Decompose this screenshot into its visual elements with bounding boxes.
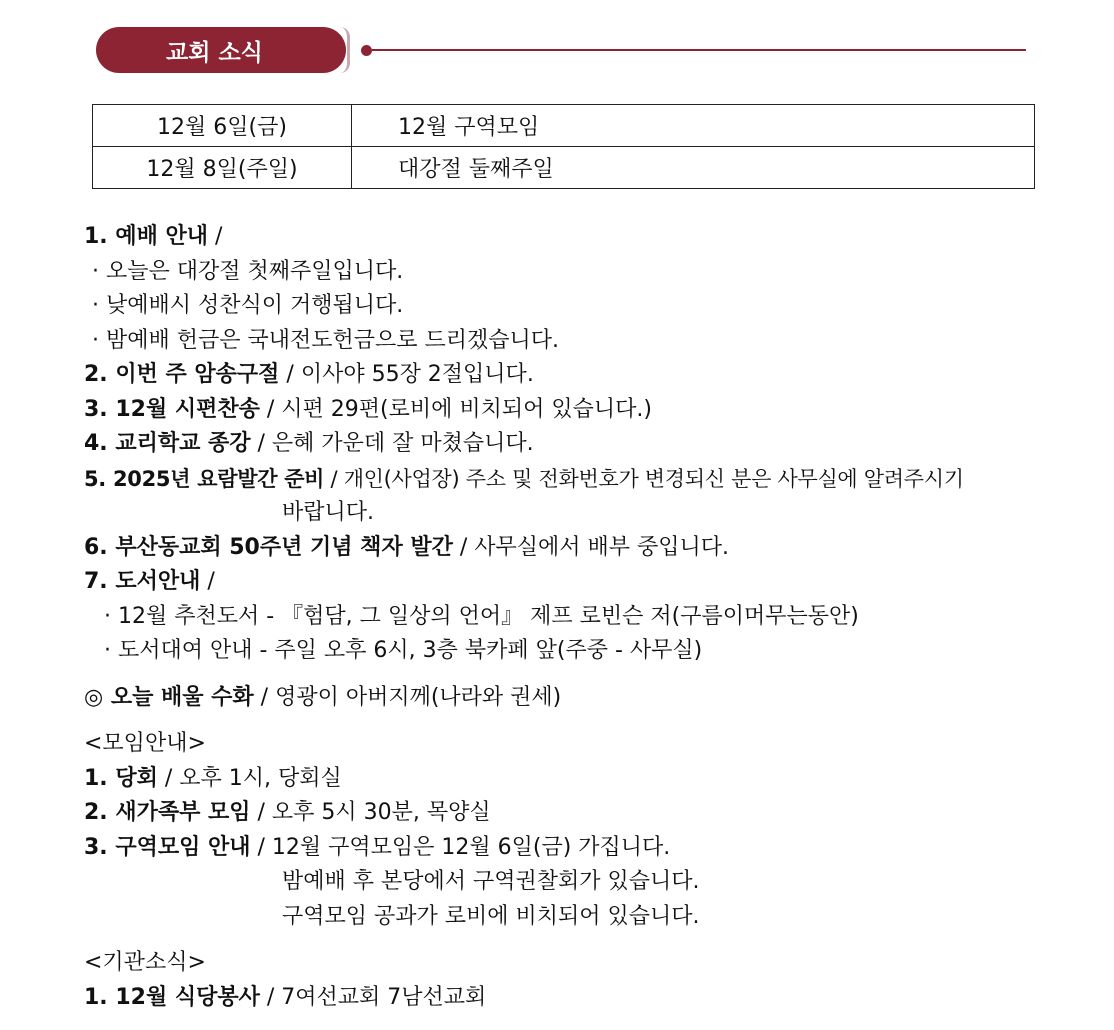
meeting-title: 1. 당회 — [84, 765, 158, 791]
list-item: · 낮예배시 성찬식이 거행됩니다. — [92, 293, 404, 318]
schedule-event: 12월 구역모임 — [352, 105, 1035, 147]
schedule-table — [92, 104, 1035, 189]
meeting-title: 3. 구역모임 안내 — [84, 834, 251, 860]
meeting-item-2 — [84, 796, 1040, 831]
news-item-3 — [84, 393, 1040, 428]
news-item-title: 1. 예배 안내 — [84, 224, 208, 249]
header-rule — [372, 49, 1026, 51]
meetings-heading: <모임안내> — [84, 731, 206, 756]
meeting-title: 2. 새가족부 모임 — [84, 800, 251, 825]
news-item-title: 6. 부산동교회 50주년 기념 책자 발간 — [84, 534, 453, 560]
news-item-text: / — [208, 224, 223, 249]
news-item-title: 4. 교리학교 종강 — [84, 431, 251, 456]
org-text: / 7여선교회 7남선교회 — [259, 984, 487, 1010]
table-row — [93, 147, 1035, 189]
news-item-4 — [84, 427, 1040, 462]
hymn-line — [84, 681, 1040, 716]
meeting-item-3 — [84, 831, 1040, 866]
news-item-text: / 은혜 가운데 잘 마쳤습니다. — [250, 431, 534, 456]
section-title: 교회 소식 — [96, 27, 346, 73]
meeting-text: / 12월 구역모임은 12월 6일(금) 가집니다. — [250, 834, 671, 860]
news-item-text: / 시편 29편(로비에 비치되어 있습니다.) — [259, 396, 652, 422]
meeting-item-3-line: 밤예배 후 본당에서 구역권찰회가 있습니다. — [282, 869, 700, 894]
section-header — [96, 27, 1026, 73]
news-item-1 — [84, 220, 1040, 255]
meeting-item-1 — [84, 762, 1040, 797]
news-item-text: / 사무실에서 배부 중입니다. — [452, 534, 730, 560]
news-item-text: / 이사야 55장 2절입니다. — [279, 362, 534, 387]
news-item-7 — [84, 565, 1040, 600]
hymn-text: / 영광이 아버지께(나라와 권세) — [253, 684, 562, 710]
meeting-text: / 오후 1시, 당회실 — [157, 765, 342, 791]
org-title: 1. 12월 식당봉사 — [84, 984, 260, 1010]
news-item-5-continued: 바랍니다. — [282, 500, 375, 525]
pill-edge — [340, 27, 350, 73]
orgs-heading: <기관소식> — [84, 950, 206, 975]
news-item-5 — [84, 462, 1040, 497]
news-item-title: 5. 2025년 요람발간 준비 — [84, 466, 325, 491]
news-item-title: 3. 12월 시편찬송 — [84, 396, 260, 422]
org-item-1 — [84, 981, 1040, 1016]
news-item-text: / — [200, 569, 215, 594]
news-item-title: 7. 도서안내 — [84, 569, 201, 594]
news-item-text: / 개인(사업장) 주소 및 전화번호가 변경되신 분은 사무실에 알려주시기 — [324, 466, 964, 491]
list-item: · 오늘은 대강절 첫째주일입니다. — [92, 258, 404, 284]
list-item: · 밤예배 헌금은 국내전도헌금으로 드리겠습니다. — [92, 327, 560, 353]
meeting-text: / 오후 5시 30분, 목양실 — [250, 800, 491, 825]
list-item: · 12월 추천도서 - 『험담, 그 일상의 언어』 제프 로빈슨 저(구름이머무는동안) — [104, 603, 859, 629]
schedule-event: 대강절 둘째주일 — [352, 147, 1035, 189]
bullet-dot — [361, 45, 372, 56]
news-item-title: 2. 이번 주 암송구절 — [84, 362, 280, 387]
schedule-date: 12월 6일(금) — [93, 105, 352, 147]
schedule-date: 12월 8일(주일) — [93, 147, 352, 189]
meeting-item-3-line: 구역모임 공과가 로비에 비치되어 있습니다. — [282, 903, 700, 929]
news-content — [84, 220, 1040, 1015]
news-item-2 — [84, 358, 1040, 393]
news-item-6 — [84, 531, 1040, 566]
list-item: · 도서대여 안내 - 주일 오후 6시, 3층 북카페 앞(주중 - 사무실) — [104, 638, 703, 663]
hymn-title: ◎ 오늘 배울 수화 — [84, 684, 254, 710]
table-row — [93, 105, 1035, 147]
